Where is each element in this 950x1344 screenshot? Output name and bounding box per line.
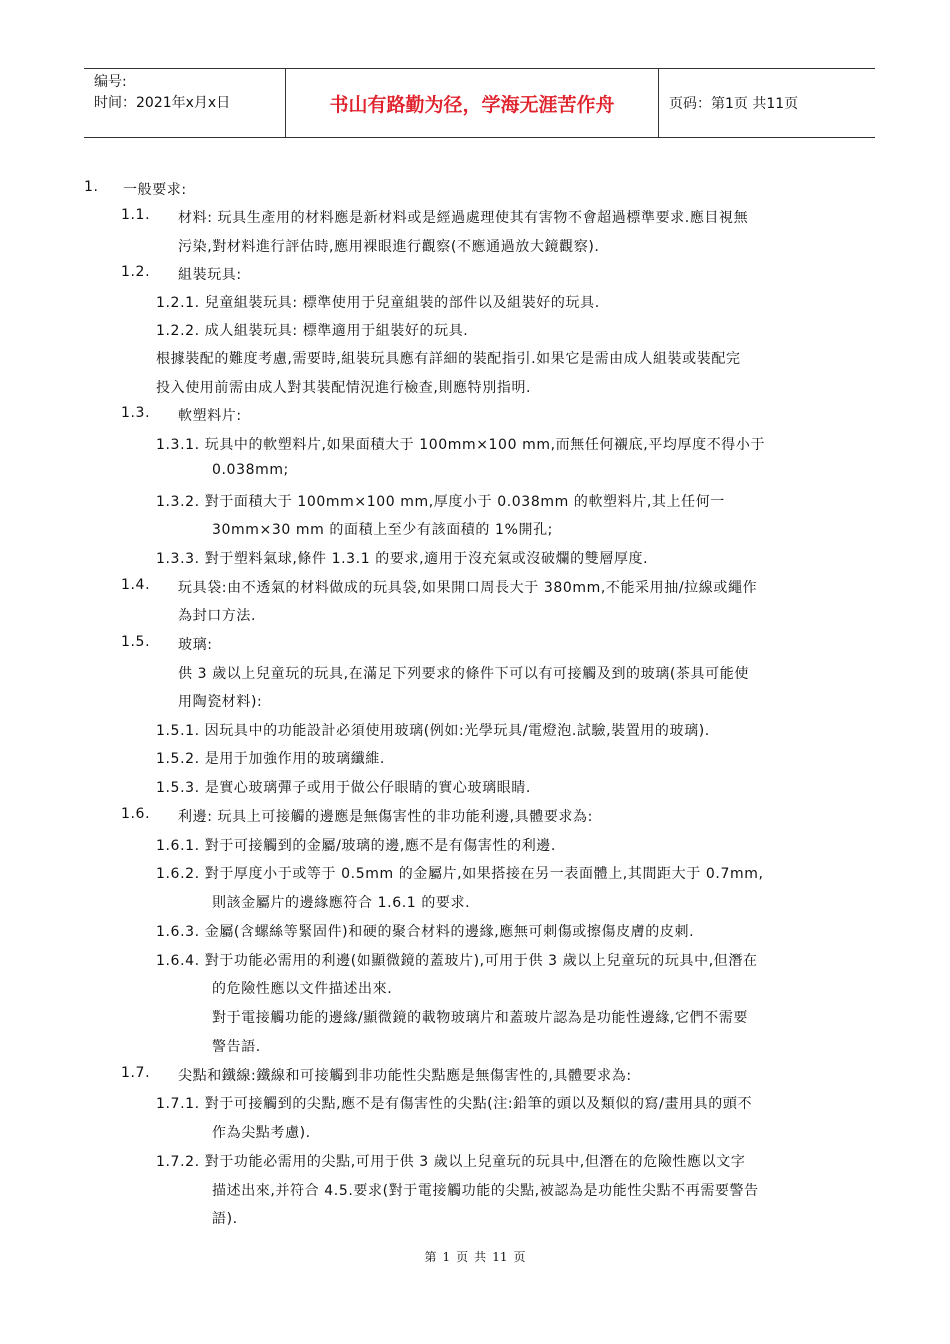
paragraph-line: 1.2.1. 兒童組裝玩具: 標準使用于兒童組裝的部件以及組裝好的玩具. [156, 295, 600, 311]
paragraph-line: 1.5.3. 是實心玻璃彈子或用于做公仔眼睛的實心玻璃眼睛. [156, 780, 531, 796]
clause-number: 1.6. [121, 806, 151, 822]
clause-heading: 玻璃: [178, 637, 213, 653]
paragraph-line: 1.3.3. 對于塑料氣球,條件 1.3.1 的要求,適用于沒充氣或沒破爛的雙層厚度. [156, 551, 649, 567]
footer-page-total: 11 [492, 1250, 508, 1264]
section-heading: 一般要求: [123, 182, 187, 198]
paragraph-line: 1.3.2. 對于面積大于 100mm×100 mm,厚度小于 0.038mm 的軟塑料片,其上任何一 [156, 494, 725, 510]
paragraph-line: 供 3 歲以上兒童玩的玩具,在滿足下列要求的條件下可以有可接觸及到的玻璃(茶具可能使 [178, 666, 749, 682]
paragraph-line: 1.6.1. 對于可接觸到的金屬/玻璃的邊,應不是有傷害性的利邊. [156, 838, 556, 854]
paragraph-line: 為封口方法. [178, 608, 257, 624]
paragraph-line: 1.6.3. 金屬(含螺絲等緊固件)和硬的聚合材料的邊緣,應無可刺傷或擦傷皮膚的皮刺. [156, 924, 695, 940]
paragraph-line: 用陶瓷材料): [178, 694, 263, 710]
paragraph-line: 根據裝配的難度考慮,需要時,組裝玩具應有詳細的裝配指引.如果它是需由成人組裝或裝配完 [156, 351, 741, 367]
footer-text: 页 [513, 1250, 526, 1264]
footer-page-number: 1 [442, 1250, 451, 1264]
paragraph-line: 1.6.2. 對于厚度小于或等于 0.5mm 的金屬片,如果搭接在另一表面體上,其間距大于 0.7mm, [156, 866, 764, 882]
paragraph-line: 1.3.1. 玩具中的軟塑料片,如果面積大于 100mm×100 mm,而無任何襯底,平均厚度不得小于 [156, 437, 766, 453]
page-label: 页码：第1页 共11页 [669, 96, 799, 112]
paragraph-line: 1.5.1. 因玩具中的功能設計必須使用玻璃(例如:光學玩具/電燈泡.試驗,裝置用的玻璃). [156, 723, 710, 739]
paragraph-line: 利邊: 玩具上可接觸的邊應是無傷害性的非功能利邊,具體要求為: [178, 809, 593, 825]
paragraph-line: 0.038mm; [212, 462, 289, 478]
paragraph-line: 對于電接觸功能的邊緣/顯微鏡的載物玻璃片和蓋玻片認為是功能性邊緣,它們不需要 [212, 1010, 748, 1026]
footer-text: 共 [474, 1250, 487, 1264]
clause-heading: 組裝玩具: [178, 267, 242, 283]
paragraph-line: 尖點和鐵線:鐵線和可接觸到非功能性尖點應是無傷害性的,具體要求為: [178, 1068, 632, 1084]
paragraph-line: 1.7.1. 對于可接觸到的尖點,應不是有傷害性的尖點(注:鉛筆的頭以及類似的寫/畫用具的頭不 [156, 1096, 753, 1112]
paragraph-line: 投入使用前需由成人對其裝配情況進行檢查,則應特別指明. [156, 380, 532, 396]
paragraph-line: 描述出來,并符合 4.5.要求(對于電接觸功能的尖點,被認為是功能性尖點不再需要警告 [212, 1183, 759, 1199]
paragraph-line: 玩具袋:由不透氣的材料做成的玩具袋,如果開口周長大于 380mm,不能采用抽/拉線或繩作 [178, 580, 758, 596]
clause-number: 1.2. [121, 264, 151, 280]
clause-heading: 軟塑料片: [178, 408, 242, 424]
paragraph-line: 的危險性應以文件描述出來. [212, 981, 393, 997]
time-label: 时间：2021年x月x日 [94, 95, 231, 111]
clause-number: 1.1. [121, 207, 151, 223]
paragraph-line: 30mm×30 mm 的面積上至少有該面積的 1%開孔; [212, 522, 553, 538]
paragraph-line: 1.2.2. 成人組裝玩具: 標準適用于組裝好的玩具. [156, 323, 469, 339]
footer-text: 第 [424, 1250, 437, 1264]
number-label: 编号: [94, 74, 127, 90]
paragraph-line: 則該金屬片的邊緣應符合 1.6.1 的要求. [212, 895, 471, 911]
clause-number: 1.4. [121, 577, 151, 593]
clause-number: 1.5. [121, 634, 151, 650]
paragraph-line: 材料: 玩具生產用的材料應是新材料或是經過處理使其有害物不會超過標準要求.應目視無 [178, 210, 749, 226]
section-number: 1. [84, 179, 99, 195]
paragraph-line: 1.6.4. 對于功能必需用的利邊(如顯微鏡的蓋玻片),可用于供 3 歲以上兒童玩的玩具中,但潛在 [156, 953, 758, 969]
clause-number: 1.7. [121, 1065, 151, 1081]
paragraph-line: 警告語. [212, 1039, 261, 1055]
page-footer [0, 1248, 950, 1265]
paragraph-line: 語). [212, 1211, 238, 1227]
paragraph-line: 1.7.2. 對于功能必需用的尖點,可用于供 3 歲以上兒童玩的玩具中,但潛在的危險性應以文字 [156, 1154, 746, 1170]
footer-text: 页 [456, 1250, 469, 1264]
motto: 书山有路勤为径，学海无涯苦作舟 [286, 69, 659, 137]
paragraph-line: 1.5.2. 是用于加強作用的玻璃纖維. [156, 751, 385, 767]
paragraph-line: 作為尖點考慮). [212, 1125, 311, 1141]
clause-number: 1.3. [121, 405, 151, 421]
paragraph-line: 污染,對材料進行評估時,應用裸眼進行觀察(不應通過放大鏡觀察). [178, 239, 600, 255]
